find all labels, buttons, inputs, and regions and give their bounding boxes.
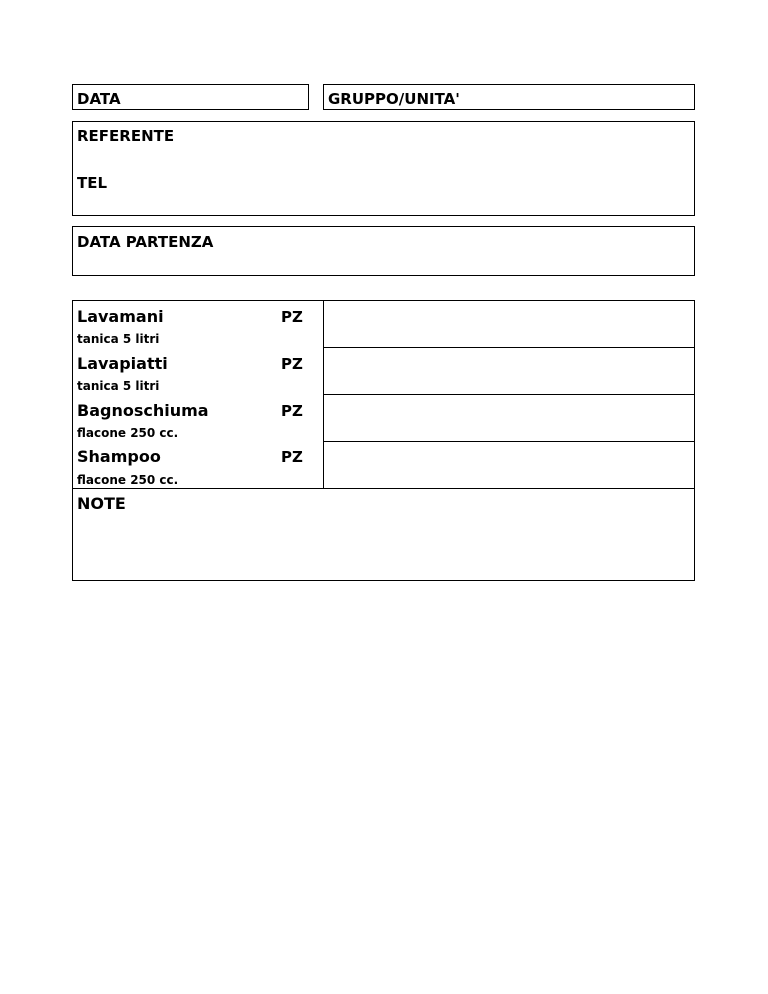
product-package: flacone 250 cc. xyxy=(77,426,179,440)
product-package: tanica 5 litri xyxy=(77,332,160,346)
product-unit: PZ xyxy=(281,308,303,326)
departure-field[interactable] xyxy=(72,226,695,276)
product-name: Lavapiatti xyxy=(77,354,168,373)
group-field[interactable] xyxy=(323,84,695,110)
quantity-input[interactable] xyxy=(324,301,695,347)
notes-label: NOTE xyxy=(77,494,126,513)
products-table xyxy=(72,300,695,581)
product-package: tanica 5 litri xyxy=(77,379,160,393)
product-name: Lavamani xyxy=(77,307,164,326)
group-label: GRUPPO/UNITA' xyxy=(328,90,460,108)
notes-area[interactable] xyxy=(73,489,695,581)
product-name: Bagnoschiuma xyxy=(77,401,209,420)
phone-label: TEL xyxy=(77,174,108,192)
product-package: flacone 250 cc. xyxy=(77,473,179,487)
date-label: DATA xyxy=(77,90,121,108)
quantity-input[interactable] xyxy=(324,442,695,488)
departure-label: DATA PARTENZA xyxy=(77,233,214,251)
product-unit: PZ xyxy=(281,355,303,373)
contact-section[interactable] xyxy=(72,121,695,216)
product-unit: PZ xyxy=(281,448,303,466)
quantity-input[interactable] xyxy=(324,395,695,441)
product-unit: PZ xyxy=(281,402,303,420)
quantity-input[interactable] xyxy=(324,348,695,394)
product-name: Shampoo xyxy=(77,447,161,466)
date-field[interactable] xyxy=(72,84,309,110)
referent-label: REFERENTE xyxy=(77,127,175,145)
